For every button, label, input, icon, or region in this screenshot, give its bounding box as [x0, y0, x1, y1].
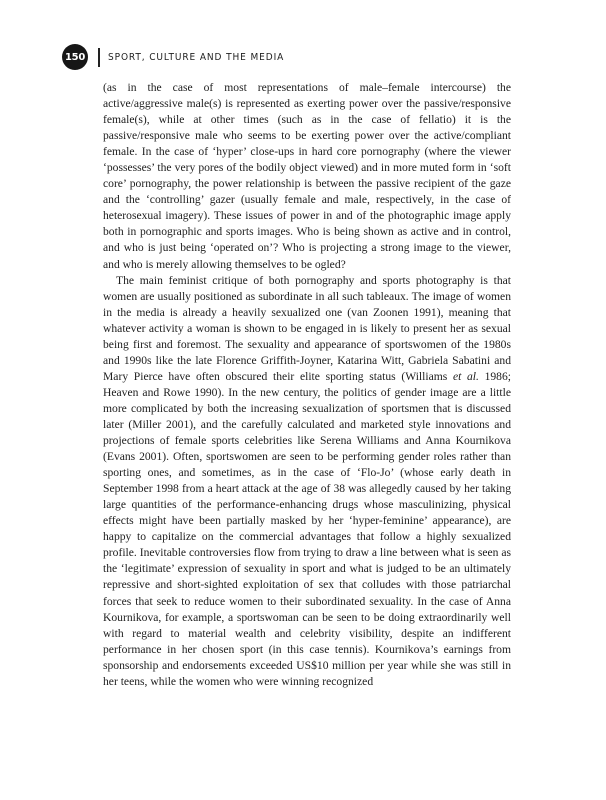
page-number-badge: 150: [62, 44, 88, 70]
paragraph-2-text-b: 1986; Heaven and Rowe 1990). In the new century, the politics of gender image are a little more complicated by both the increasing sexualization of sportsmen that is discussed later (Miller 2001), and the carefully calculated and marketed style innovations and projections of female sports celebrities like Serena Williams and Anna Kournikova (Evans 2001). Often, sportswomen are seen to be performing gender roles rather than sporting ones, and sometimes, as in the case of ‘Flo-Jo’ (whose early death in September 1998 from a heart attack at the age of 38 was allegedly caused by her taking large quantities of the performance-enhancing drugs whose masculinizing, physical effects might have been partially masked by her ‘hyper-feminine’ appearance), are happy to capitalize on the commercial advantages that follow a highly sexualized profile. Inevitable controversies flow from trying to draw a line between what is seen as the ‘legitimate’ expression of sexuality in sport and what is judged to be an ultimately repressive and short-sighted exploitation of sex that colludes with those patriarchal forces that seek to reduce women to their subordinated sexuality. In the case of Anna Kournikova, for example, a sportswoman can be seen to be doing extraordinarily well with regard to material wealth and celebrity visibility, despite an indifferent performance in her chosen sport (in this case tennis). Kournikova’s earnings from sponsorship and endorsements exceeded US$10 million per year while she was still in her teens, while the women who were winning recognized: [103, 369, 511, 688]
running-title: SPORT, CULTURE AND THE MEDIA: [108, 51, 285, 63]
paragraph-2-text-a: The main feminist critique of both pornography and sports photography is that women are usually positioned as subordinate in all such tableaux. The image of women in the media is already a heavily sexualized one (van Zoonen 1991), meaning that whatever activity a woman is shown to be engaged in is likely to present her as sexual being first and foremost. The sexuality and appearance of sportswomen of the 1980s and 1990s like the late Florence Griffith-Joyner, Katarina Witt, Gabriela Sabatini and Mary Pierce have often obscured their elite sporting status (Williams: [103, 273, 511, 383]
paragraph-1: (as in the case of most representations of male–female intercourse) the active/aggressive male(s) is represented as exerting power over the passive/responsive female(s), while at other times (such as in the case of fellatio) it is the passive/responsive male who seems to be exerting power over the active/compliant female. In the case of ‘hyper’ close-ups in hard core pornography (where the viewer ‘possesses’ the very pores of the bodily object viewed) and in more muted form in ‘soft core’ pornography, the power relationship is between the passive recipient of the gaze and the ‘controlling’ gazer (usually female and male, respectively, in the case of heterosexual imagery). These issues of power in and of the photographic image apply both in pornographic and sports images. Who is being shown as active and in control, and who is just being ‘operated on’? Who is projecting a strong image to the viewer, and who is merely allowing themselves to be ogled?: [103, 81, 511, 271]
paragraph-2-italic: et al.: [452, 369, 479, 383]
body-text: [103, 80, 511, 690]
paragraph-2: [103, 273, 511, 690]
header-divider: [98, 48, 100, 67]
page-header: [62, 44, 284, 70]
